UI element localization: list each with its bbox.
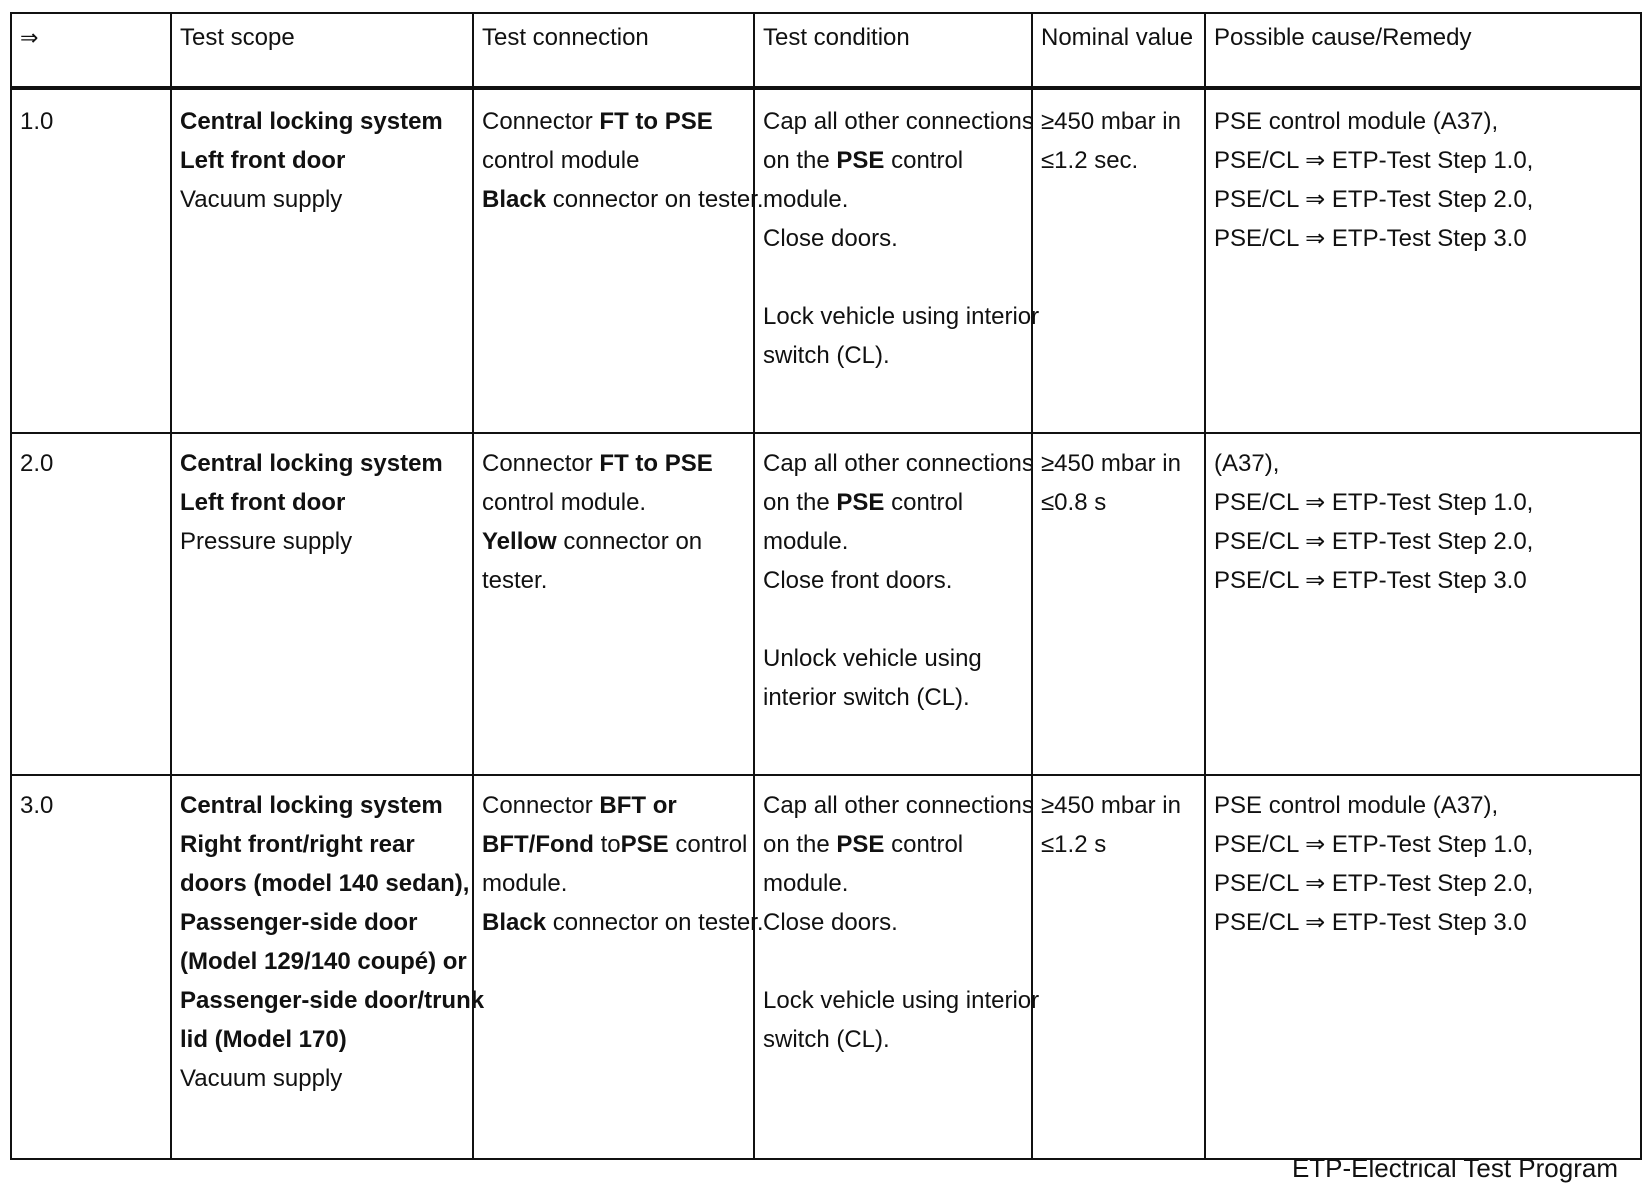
table-row — [11, 433, 1641, 775]
cause-remedy-cell: PSE control module (A37), PSE/CL ⇒ ETP-Test Step 1.0, PSE/CL ⇒ ETP-Test Step 2.0, PSE/CL ⇒ ETP-Test Step 3.0 — [1205, 88, 1641, 433]
table-header — [11, 13, 1641, 88]
cause-remedy-cell: PSE control module (A37), PSE/CL ⇒ ETP-Test Step 1.0, PSE/CL ⇒ ETP-Test Step 2.0, PSE/CL ⇒ ETP-Test Step 3.0 — [1205, 775, 1641, 1159]
test-connection-cell: Connector FT to PSE control module Black connector on tester. — [473, 88, 754, 433]
header-step-arrow: ⇒ — [11, 13, 171, 88]
step-number: 2.0 — [11, 433, 171, 775]
test-connection-cell: Connector FT to PSE control module. Yellow connector on tester. — [473, 433, 754, 775]
test-condition-cell: Cap all other connections on the PSE control module. Close doors. Lock vehicle using interior switch (CL). — [754, 775, 1032, 1159]
test-procedure-table — [10, 12, 1642, 1160]
nominal-value-cell: ≥450 mbar in ≤1.2 s — [1032, 775, 1205, 1159]
step-number: 3.0 — [11, 775, 171, 1159]
step-number: 1.0 — [11, 88, 171, 433]
test-scope-cell: Central locking system Left front door Pressure supply — [171, 433, 473, 775]
footer-program-name: ETP-Electrical Test Program — [1291, 1153, 1618, 1183]
nominal-value-cell: ≥450 mbar in ≤0.8 s — [1032, 433, 1205, 775]
header-nominal-value: Nominal value — [1032, 13, 1205, 88]
header-test-connection: Test connection — [473, 13, 754, 88]
test-procedure-page — [10, 12, 1640, 1160]
test-condition-cell: Cap all other connections on the PSE control module. Close front doors. Unlock vehicle using interior switch (CL). — [754, 433, 1032, 775]
test-scope-cell: Central locking system Left front door Vacuum supply — [171, 88, 473, 433]
test-condition-cell: Cap all other connections on the PSE control module. Close doors. Lock vehicle using interior switch (CL). — [754, 88, 1032, 433]
header-row — [11, 13, 1641, 88]
test-connection-cell: Connector BFT or BFT/Fond toPSE control module. Black connector on tester. — [473, 775, 754, 1159]
table-row — [11, 775, 1641, 1159]
header-cause-remedy: Possible cause/Remedy — [1205, 13, 1641, 88]
nominal-value-cell: ≥450 mbar in ≤1.2 sec. — [1032, 88, 1205, 433]
header-test-scope: Test scope — [171, 13, 473, 88]
cause-remedy-cell: (A37), PSE/CL ⇒ ETP-Test Step 1.0, PSE/CL ⇒ ETP-Test Step 2.0, PSE/CL ⇒ ETP-Test Step 3.0 — [1205, 433, 1641, 775]
table-row — [11, 88, 1641, 433]
header-test-condition: Test condition — [754, 13, 1032, 88]
test-scope-cell: Central locking system Right front/right rear doors (model 140 sedan), Passenger-side door (Model 129/140 coupé) or Passenger-side door/trunk lid (Model 170) Vacuum supply — [171, 775, 473, 1159]
